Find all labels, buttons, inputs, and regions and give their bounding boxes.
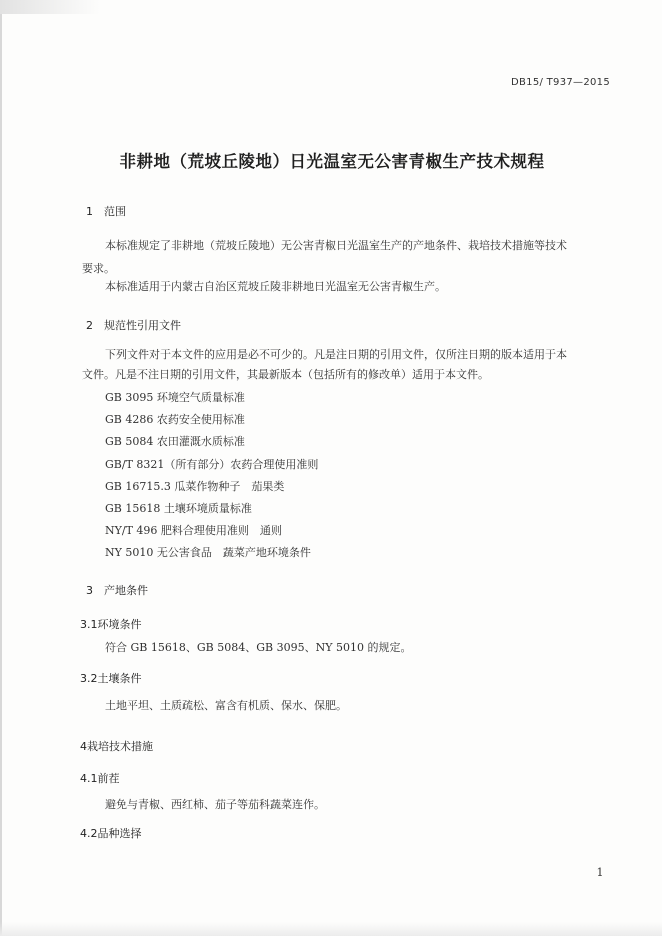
section-number: 4: [80, 740, 87, 753]
scan-edge-top: [0, 0, 100, 14]
references-intro-line-2: 文件。凡是不注日期的引用文件，其最新版本（包括所有的修改单）适用于本文件。: [82, 368, 489, 381]
reference-item: GB 15618 土壤环境质量标准: [105, 502, 252, 515]
section-number: 2: [86, 319, 93, 332]
section-number: 3.1: [80, 618, 98, 631]
scope-paragraph-2: 本标准适用于内蒙古自治区荒坡丘陵非耕地日光温室无公害青椒生产。: [105, 280, 446, 293]
scan-edge-left: [0, 0, 2, 936]
reference-item: GB 3095 环境空气质量标准: [105, 391, 245, 404]
section-4-1-heading: [80, 770, 120, 786]
section-3-2-heading: [80, 670, 142, 686]
reference-item: NY/T 496 肥料合理使用准则 通则: [105, 524, 282, 537]
references-intro-line-1: 下列文件对于本文件的应用是必不可少的。凡是注日期的引用文件，仅所注日期的版本适用于本: [105, 348, 567, 361]
section-number: 3.2: [80, 672, 98, 685]
soil-conditions-text: 土地平坦、土质疏松、富含有机质、保水、保肥。: [105, 699, 347, 712]
section-3-heading: [86, 582, 148, 598]
previous-crop-text: 避免与青椒、西红柿、茄子等茄科蔬菜连作。: [105, 798, 325, 811]
section-1-heading: [86, 203, 126, 219]
scope-paragraph-1-line-1: 本标准规定了非耕地（荒坡丘陵地）无公害青椒日光温室生产的产地条件、栽培技术措施等技术: [105, 239, 567, 252]
environment-conditions-text: 符合 GB 15618、GB 5084、GB 3095、NY 5010 的规定。: [105, 641, 412, 654]
section-title: 环境条件: [97, 618, 142, 631]
section-4-2-heading: [80, 825, 142, 841]
section-title: 品种选择: [97, 827, 142, 840]
section-number: 4.2: [80, 827, 98, 840]
section-title: 规范性引用文件: [104, 319, 181, 332]
section-title: 栽培技术措施: [87, 740, 153, 753]
section-title: 前茬: [97, 772, 120, 785]
scan-edge-bottom: [0, 922, 662, 936]
reference-item: GB/T 8321（所有部分）农药合理使用准则: [105, 458, 319, 471]
page-number: 1: [596, 866, 604, 879]
section-title: 土壤条件: [97, 672, 142, 685]
scope-paragraph-1-line-2: 要求。: [82, 262, 115, 275]
document-title: 非耕地（荒坡丘陵地）日光温室无公害青椒生产技术规程: [119, 152, 545, 171]
section-2-heading: [86, 317, 181, 333]
section-title: 范围: [104, 205, 126, 218]
section-title: 产地条件: [104, 584, 148, 597]
section-number: 1: [86, 205, 93, 218]
section-number: 4.1: [80, 772, 98, 785]
section-3-1-heading: [80, 616, 142, 632]
reference-item: GB 5084 农田灌溉水质标准: [105, 435, 245, 448]
reference-item: GB 4286 农药安全使用标准: [105, 413, 245, 426]
section-number: 3: [86, 584, 93, 597]
reference-item: NY 5010 无公害食品 蔬菜产地环境条件: [105, 546, 311, 559]
reference-item: GB 16715.3 瓜菜作物种子 茄果类: [105, 480, 285, 493]
section-4-heading: [80, 738, 153, 754]
standard-code: DB15/ T937—2015: [511, 77, 610, 88]
